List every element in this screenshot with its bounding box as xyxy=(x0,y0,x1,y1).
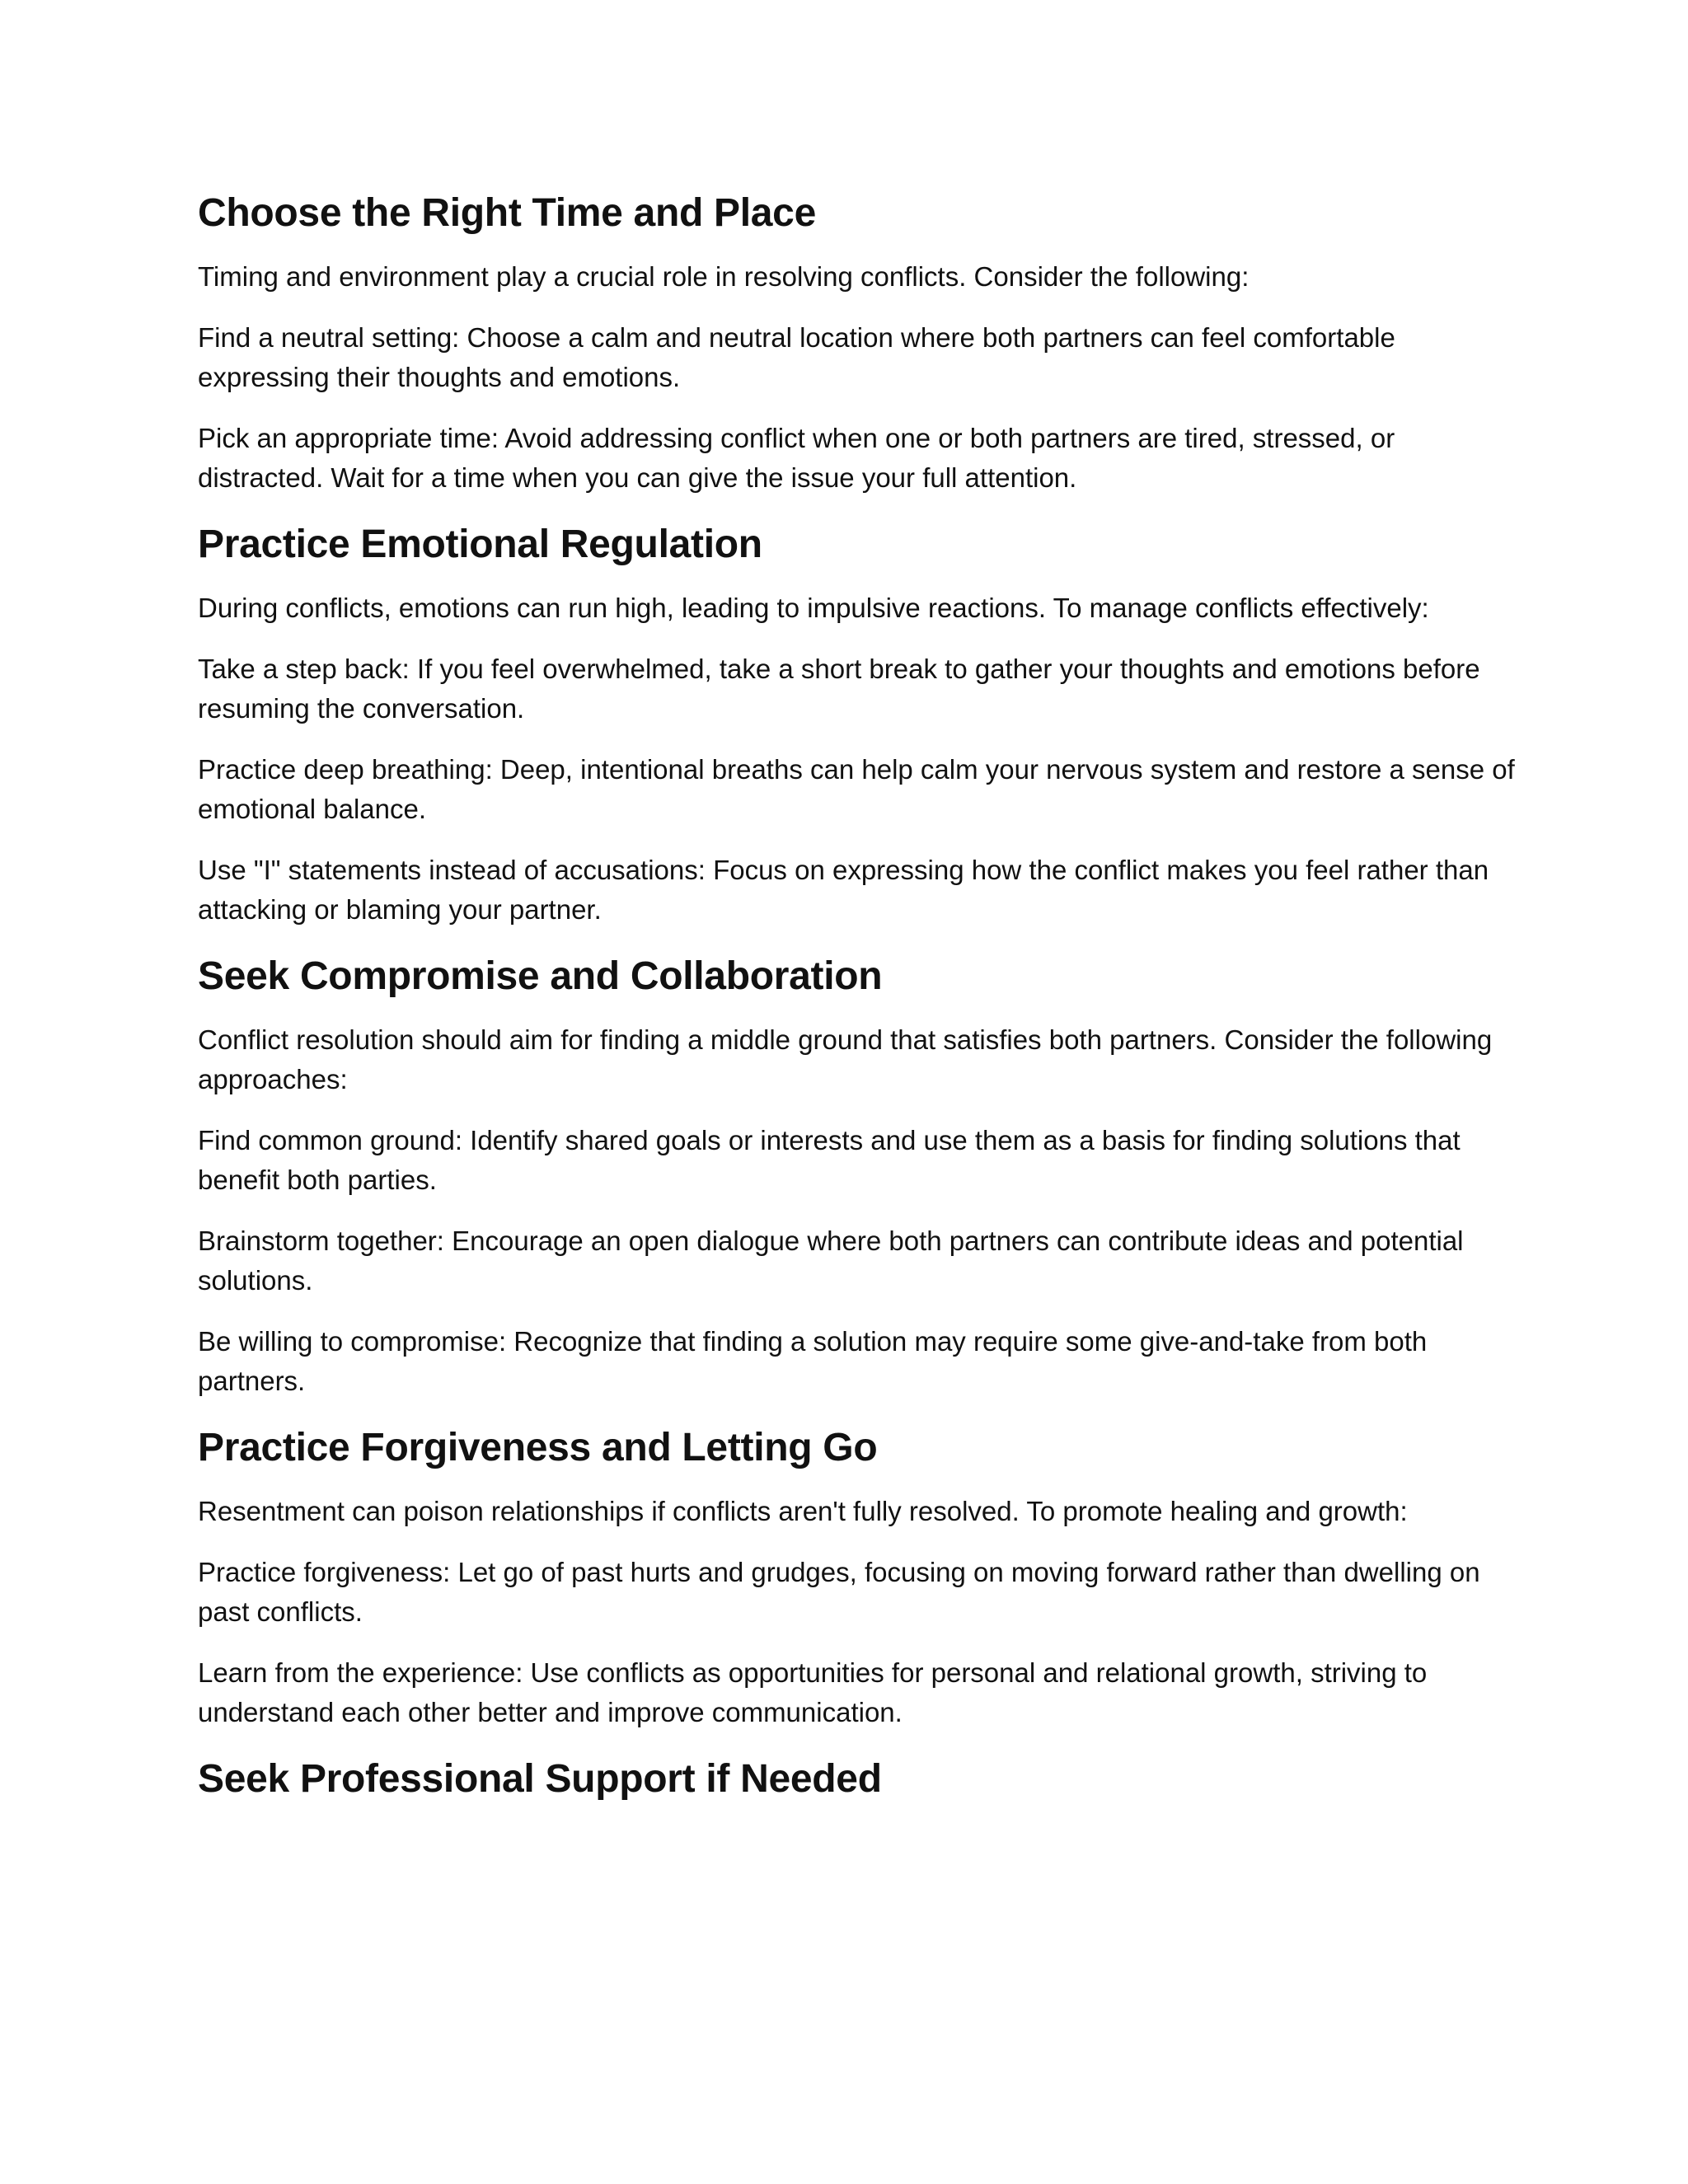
section-heading: Choose the Right Time and Place xyxy=(198,191,816,235)
paragraph: Find a neutral setting: Choose a calm and neutral location where both partners can feel comfortable expressing their thoughts and emotions. xyxy=(198,322,1395,392)
section-professional-support xyxy=(198,1754,1517,1805)
section-compromise-collaboration xyxy=(198,951,1517,1401)
paragraph: Practice deep breathing: Deep, intentional breaths can help calm your nervous system and restore a sense of emotional balance. xyxy=(198,754,1515,824)
section-emotional-regulation xyxy=(198,519,1517,930)
section-heading: Seek Professional Support if Needed xyxy=(198,1757,882,1801)
paragraph: Find common ground: Identify shared goals or interests and use them as a basis for finding solutions that benefit both parties. xyxy=(198,1125,1461,1195)
paragraph: Timing and environment play a crucial role in resolving conflicts. Consider the following: xyxy=(198,261,1250,292)
paragraph: Practice forgiveness: Let go of past hurts and grudges, focusing on moving forward rather than dwelling on past conflicts. xyxy=(198,1557,1480,1627)
section-forgiveness xyxy=(198,1422,1517,1732)
paragraph: Pick an appropriate time: Avoid addressing conflict when one or both partners are tired, stressed, or distracted. Wait for a time when you can give the issue your full attention. xyxy=(198,423,1395,493)
document-content xyxy=(198,188,1517,1823)
paragraph: Resentment can poison relationships if conflicts aren't fully resolved. To promote healing and growth: xyxy=(198,1496,1408,1526)
paragraph: Use "I" statements instead of accusations: Focus on expressing how the conflict makes you feel rather than attacking or blaming your partner. xyxy=(198,855,1489,925)
section-heading: Practice Forgiveness and Letting Go xyxy=(198,1426,878,1469)
paragraph: Brainstorm together: Encourage an open dialogue where both partners can contribute ideas and potential solutions. xyxy=(198,1226,1464,1296)
paragraph: During conflicts, emotions can run high, leading to impulsive reactions. To manage conflicts effectively: xyxy=(198,593,1429,623)
section-heading: Practice Emotional Regulation xyxy=(198,523,762,566)
paragraph: Conflict resolution should aim for finding a middle ground that satisfies both partners. Consider the following approaches: xyxy=(198,1024,1493,1094)
section-choose-time-place xyxy=(198,188,1517,498)
paragraph: Take a step back: If you feel overwhelmed, take a short break to gather your thoughts and emotions before resuming the conversation. xyxy=(198,654,1480,724)
paragraph: Learn from the experience: Use conflicts as opportunities for personal and relational growth, striving to understand each other better and improve communication. xyxy=(198,1657,1428,1727)
section-heading: Seek Compromise and Collaboration xyxy=(198,954,883,998)
paragraph: Be willing to compromise: Recognize that finding a solution may require some give-and-take from both partners. xyxy=(198,1326,1428,1396)
